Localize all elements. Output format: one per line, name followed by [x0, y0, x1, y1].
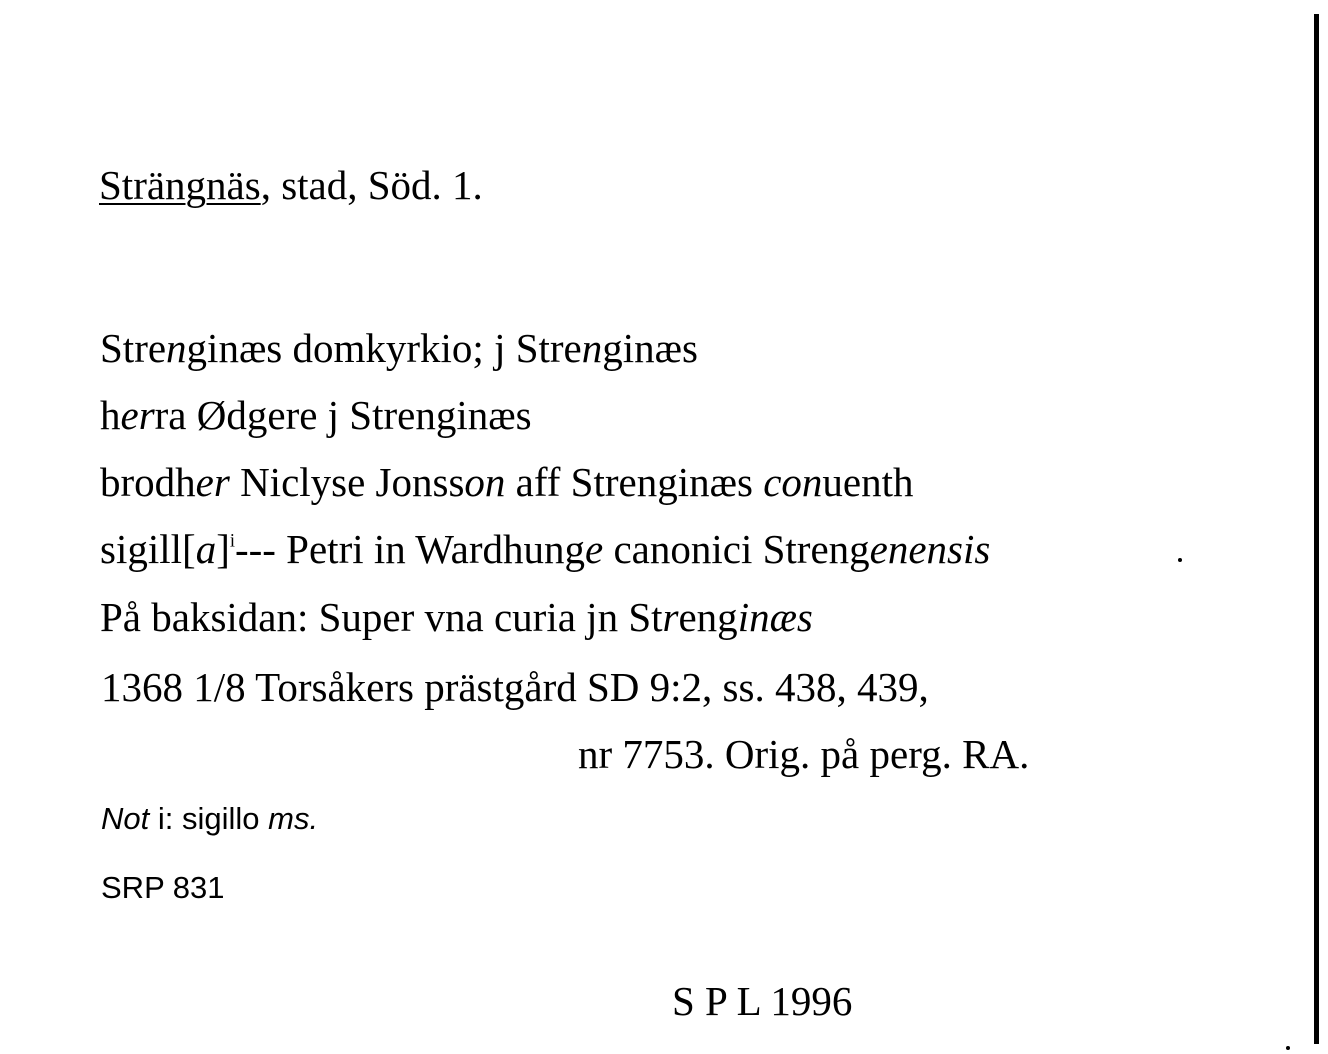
expanded-abbreviation: r	[662, 594, 679, 640]
form-text: uenth	[822, 459, 914, 505]
expanded-abbreviation: er	[120, 392, 155, 438]
source-line-1: 1368 1/8 Torsåkers prästgård SD 9:2, ss. 438, 439,	[101, 664, 929, 710]
form-text: ginæs	[602, 325, 698, 371]
attested-form-line	[100, 325, 698, 371]
note-text: i: sigillo	[149, 801, 269, 836]
attested-form-line	[100, 594, 813, 640]
expanded-abbreviation: a	[195, 526, 217, 572]
card-heading	[99, 162, 483, 208]
note-label: Not	[101, 801, 150, 836]
expanded-abbreviation: enensis	[869, 526, 991, 572]
heading-rest: , stad, Söd. 1.	[260, 162, 483, 208]
scan-speck	[1286, 1046, 1290, 1050]
form-text: sigill[	[100, 526, 196, 572]
card-right-edge	[1314, 14, 1319, 1044]
form-text: eng	[678, 594, 738, 640]
form-text: ginæs domkyrkio; j Stre	[186, 325, 582, 371]
expanded-abbreviation: n	[166, 325, 187, 371]
form-text: På baksidan: Super vna curia jn St	[100, 594, 663, 640]
source-line-2: nr 7753. Orig. på perg. RA.	[578, 731, 1030, 777]
attested-form-line	[100, 526, 991, 572]
form-text: brodh	[100, 459, 196, 505]
form-text: canonici Streng	[603, 526, 870, 572]
form-text: ]	[216, 526, 230, 572]
srp-reference: SRP 831	[101, 870, 225, 905]
expanded-abbreviation: e	[585, 526, 604, 572]
attested-form-line	[100, 459, 914, 505]
signature: S P L 1996	[672, 978, 853, 1024]
scan-speck	[1178, 558, 1182, 562]
form-text: --- Petri in Wardhung	[234, 526, 586, 572]
attested-form-line	[100, 392, 532, 438]
form-text: aff Strenginæs	[505, 459, 764, 505]
expanded-abbreviation: inæs	[737, 594, 813, 640]
form-text: ra Ødgere j Strenginæs	[154, 392, 532, 438]
expanded-abbreviation: n	[581, 325, 603, 371]
note-abbrev: ms.	[268, 801, 319, 836]
heading-place: Strängnäs	[99, 162, 261, 208]
expanded-abbreviation: on	[464, 459, 506, 505]
note-line	[101, 803, 318, 834]
footnote-marker: i	[229, 530, 235, 551]
expanded-abbreviation: er	[195, 459, 230, 505]
expanded-abbreviation: con	[763, 459, 823, 505]
form-text: h	[100, 392, 121, 438]
form-text: Niclyse Jonss	[229, 459, 465, 505]
form-text: Stre	[100, 325, 167, 371]
